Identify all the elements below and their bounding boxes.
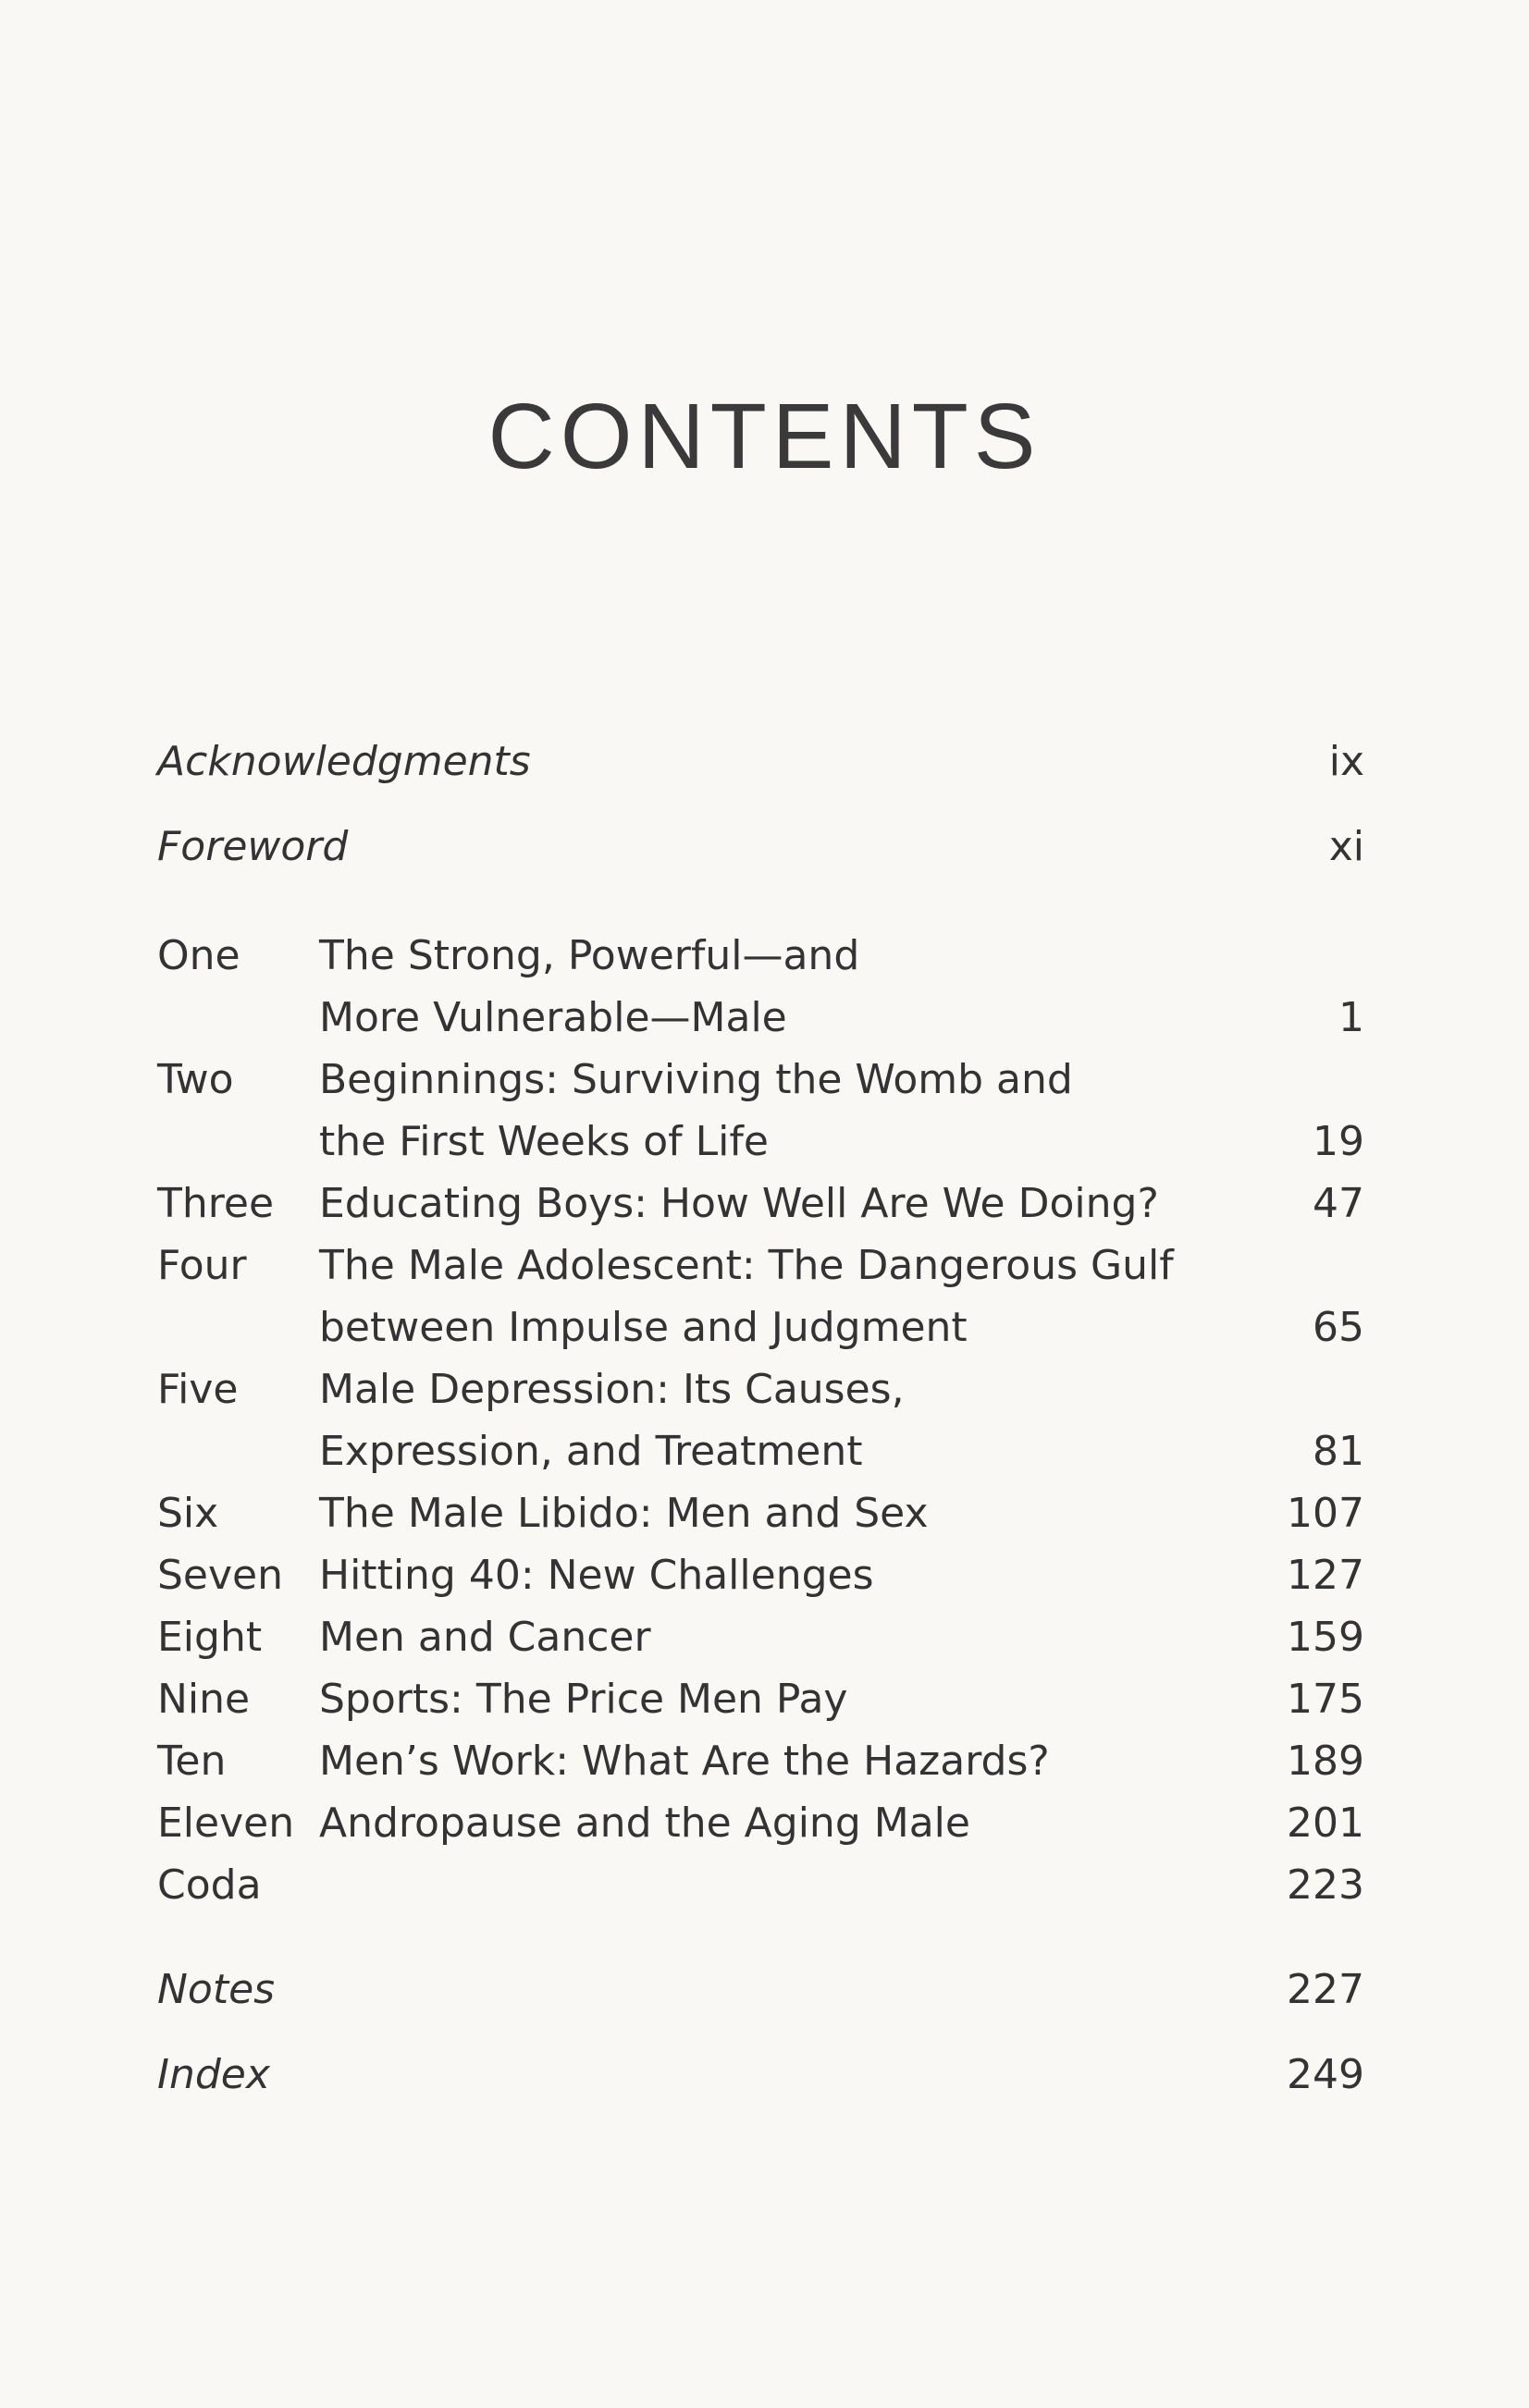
toc-chapter-number: Five xyxy=(157,1366,239,1413)
toc-chapter-line xyxy=(157,1668,1364,1730)
toc-chapter-line xyxy=(157,987,1364,1049)
toc-chapter-line xyxy=(157,1854,1364,1916)
toc-chapter-number: Eleven xyxy=(157,1800,295,1847)
toc-back-entry xyxy=(157,2044,1364,2106)
toc-chapter-title: The Male Adolescent: The Dangerous Gulf xyxy=(319,1242,1174,1289)
toc-page-number: 81 xyxy=(1313,1428,1364,1475)
toc-chapter-line xyxy=(157,1730,1364,1792)
toc-page-number: 249 xyxy=(1287,2051,1364,2098)
toc-chapter-line xyxy=(157,1235,1364,1296)
toc-chapter-line xyxy=(157,1420,1364,1482)
toc-chapter-number: Two xyxy=(157,1056,234,1103)
toc-chapter-title: The Strong, Powerful—and xyxy=(319,932,860,979)
toc-page-number: 65 xyxy=(1313,1304,1364,1351)
toc-page-number: 127 xyxy=(1287,1552,1364,1599)
toc-chapter-number: Ten xyxy=(157,1738,227,1785)
toc-page-number: 19 xyxy=(1313,1118,1364,1165)
toc-chapter-line xyxy=(157,1173,1364,1235)
toc-back-title: Notes xyxy=(157,1966,276,2013)
toc-back-title: Index xyxy=(157,2051,270,2098)
toc-chapter-line xyxy=(157,1792,1364,1854)
toc-page-number: 201 xyxy=(1287,1800,1364,1847)
toc-chapter-title: Andropause and the Aging Male xyxy=(319,1800,970,1847)
toc-page-number: 189 xyxy=(1287,1738,1364,1785)
toc-page-number: 107 xyxy=(1287,1490,1364,1537)
toc-page-number: 1 xyxy=(1338,994,1364,1041)
toc-front-entry xyxy=(157,731,1364,792)
toc-chapter-title: Hitting 40: New Challenges xyxy=(319,1552,874,1599)
toc-chapter-line xyxy=(157,1482,1364,1544)
toc-front-title: Acknowledgments xyxy=(157,738,531,785)
toc-chapter-number: Eight xyxy=(157,1614,263,1661)
toc-page-number: ix xyxy=(1328,738,1364,785)
toc-chapter-line xyxy=(157,925,1364,987)
toc-chapter-title: The Male Libido: Men and Sex xyxy=(319,1490,929,1537)
toc-chapter-title: Men’s Work: What Are the Hazards? xyxy=(319,1738,1050,1785)
toc-chapter-number: Three xyxy=(157,1180,275,1227)
toc-chapter-line xyxy=(157,1544,1364,1606)
page-title: CONTENTS xyxy=(487,385,1042,488)
toc-page-number: 159 xyxy=(1287,1614,1364,1661)
toc-chapter-title: Sports: The Price Men Pay xyxy=(319,1676,848,1723)
toc-chapter-line xyxy=(157,1111,1364,1173)
toc-chapter-title: Male Depression: Its Causes, xyxy=(319,1366,905,1413)
toc-chapter-line xyxy=(157,1296,1364,1358)
toc-chapter-number: Four xyxy=(157,1242,247,1289)
toc-chapter-number: One xyxy=(157,932,240,979)
toc-chapter-number: Coda xyxy=(157,1861,262,1909)
toc-page-number: 47 xyxy=(1313,1180,1364,1227)
toc-chapter-line xyxy=(157,1049,1364,1111)
toc-chapter-line xyxy=(157,1606,1364,1668)
toc-chapter-title: Expression, and Treatment xyxy=(319,1428,863,1475)
toc-chapter-title: the First Weeks of Life xyxy=(319,1118,769,1165)
toc-page-number: 227 xyxy=(1287,1966,1364,2013)
toc-page-number: xi xyxy=(1328,823,1364,870)
toc-chapter-title: Educating Boys: How Well Are We Doing? xyxy=(319,1180,1159,1227)
toc-chapter-title: Beginnings: Surviving the Womb and xyxy=(319,1056,1073,1103)
toc-front-entry xyxy=(157,816,1364,878)
toc-chapter-title: More Vulnerable—Male xyxy=(319,994,787,1041)
toc-front-title: Foreword xyxy=(157,823,349,870)
toc-chapter-line xyxy=(157,1358,1364,1420)
toc-chapter-number: Six xyxy=(157,1490,219,1537)
toc-chapter-title: between Impulse and Judgment xyxy=(319,1304,968,1351)
toc-chapter-number: Seven xyxy=(157,1552,283,1599)
toc-page-number: 223 xyxy=(1287,1861,1364,1909)
toc-page-number: 175 xyxy=(1287,1676,1364,1723)
toc-chapter-title: Men and Cancer xyxy=(319,1614,651,1661)
toc-back-entry xyxy=(157,1959,1364,2021)
toc-chapter-number: Nine xyxy=(157,1676,251,1723)
